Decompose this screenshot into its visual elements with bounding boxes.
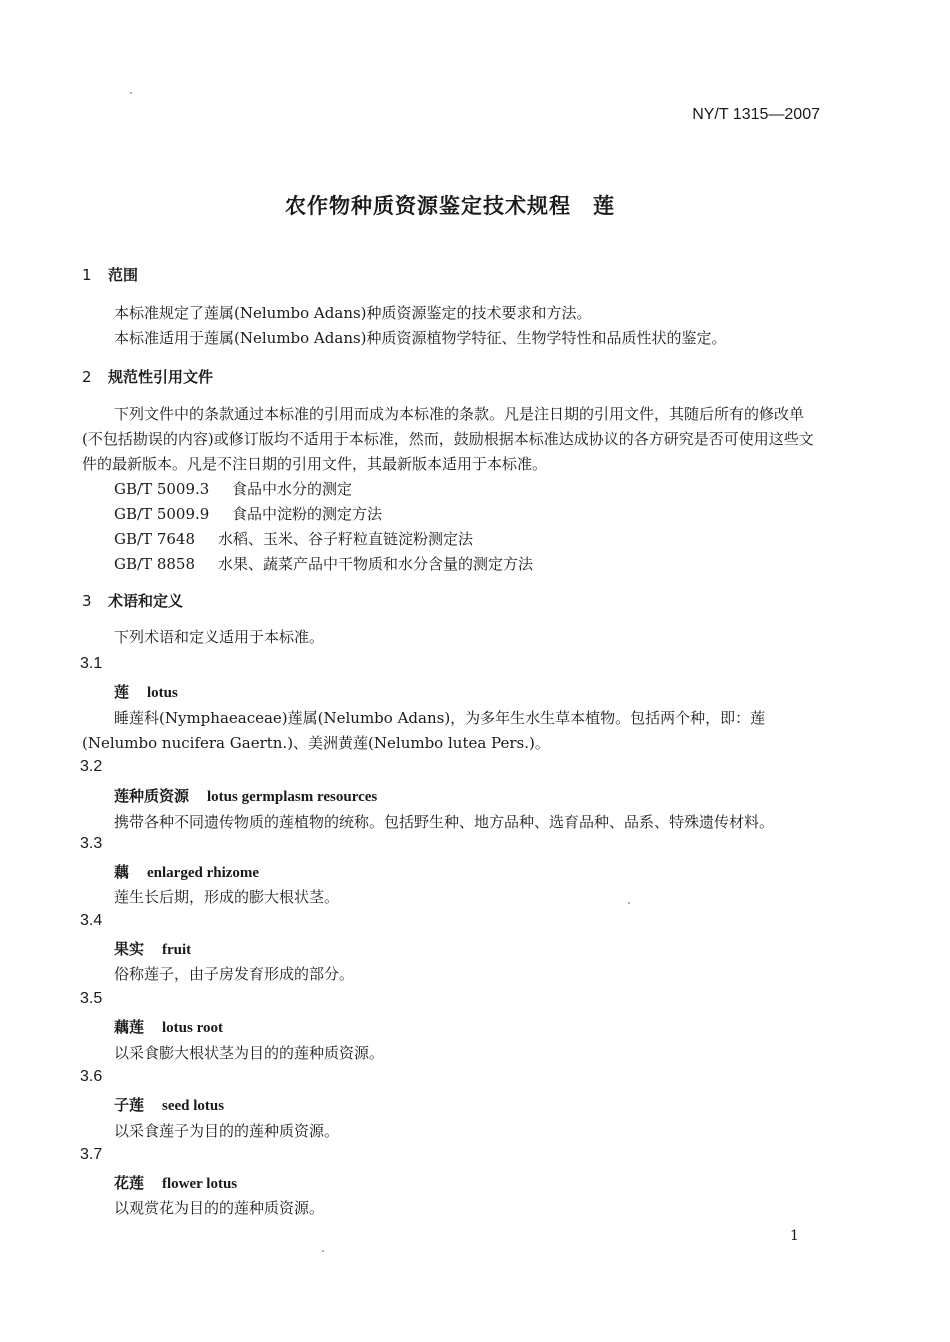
reference-item [114, 503, 382, 524]
term-zh: 花莲 [114, 1174, 145, 1192]
term-heading [114, 1016, 223, 1037]
term-en: fruit [162, 942, 192, 958]
term-heading [114, 861, 259, 882]
paragraph: 下列文件中的条款通过本标准的引用而成为本标准的条款。凡是注日期的引用文件，其随后所有的修改单(不包括勘误的内容)或修订版均不适用于本标准，然而，鼓励根据本标准达成协议的各方研究是否可使用这些文件的最新版本。凡是不注日期的引用文件，其最新版本适用于本标准。 [82, 405, 814, 473]
term-number: 3.5 [80, 990, 103, 1007]
scan-speck [322, 1250, 324, 1252]
term-number: 3.1 [80, 655, 103, 672]
term-heading [114, 1172, 237, 1193]
term-en: flower lotus [162, 1176, 238, 1192]
section-title: 规范性引用文件 [108, 368, 214, 386]
standard-code: NY/T 1315—2007 [692, 106, 820, 123]
reference-code: GB/T 7648 [114, 530, 196, 548]
term-number: 3.2 [80, 758, 103, 775]
term-en: seed lotus [162, 1098, 225, 1114]
term-definition: 以采食膨大根状茎为目的的莲种质资源。 [114, 1044, 385, 1062]
term-definition: 睡莲科(Nymphaeaceae)莲属(Nelumbo Adans)，为多年生水生草本植物。包括两个种，即：莲(Nelumbo nucifera Gaertn.)、美洲黄莲(Nelumbo lutea Pers.)。 [82, 709, 766, 752]
term-definition: 以观赏花为目的的莲种质资源。 [114, 1199, 325, 1217]
term-zh: 莲 [114, 683, 130, 701]
term-definition: 莲生长后期，形成的膨大根状茎。 [114, 888, 340, 906]
reference-name: 食品中淀粉的测定方法 [232, 505, 383, 523]
term-en: lotus [147, 685, 178, 701]
reference-name: 食品中水分的测定 [232, 480, 353, 498]
term-en: lotus germplasm resources [207, 789, 378, 805]
term-en: enlarged rhizome [147, 865, 260, 881]
section-title: 范围 [108, 266, 139, 284]
paragraph: 本标准适用于莲属(Nelumbo Adans)种质资源植物学特征、生物学特性和品质性状的鉴定。 [114, 329, 727, 347]
reference-item [114, 478, 352, 499]
term-zh: 藕莲 [114, 1018, 145, 1036]
paragraph: 本标准规定了莲属(Nelumbo Adans)种质资源鉴定的技术要求和方法。 [114, 304, 592, 322]
term-heading [114, 938, 191, 959]
section-number: 1 [82, 266, 92, 284]
page-number: 1 [790, 1228, 799, 1244]
term-definition: 俗称莲子，由子房发育形成的部分。 [114, 965, 355, 983]
term-heading [114, 681, 178, 702]
term-definition: 携带各种不同遗传物质的莲植物的统称。包括野生种、地方品种、选育品种、品系、特殊遗传材料。 [114, 813, 775, 831]
paragraph: 下列术语和定义适用于本标准。 [114, 628, 325, 646]
scan-speck [628, 902, 630, 904]
term-heading [114, 785, 377, 806]
term-definition: 以采食莲子为目的的莲种质资源。 [114, 1122, 340, 1140]
section-3-heading [82, 590, 183, 611]
section-number: 3 [82, 592, 92, 610]
reference-code: GB/T 5009.9 [114, 505, 210, 523]
term-zh: 藕 [114, 863, 130, 881]
reference-item [114, 553, 533, 574]
reference-code: GB/T 5009.3 [114, 480, 210, 498]
term-heading [114, 1094, 224, 1115]
reference-code: GB/T 8858 [114, 555, 196, 573]
term-zh: 子莲 [114, 1096, 145, 1114]
section-2-heading [82, 366, 213, 387]
reference-name: 水稻、玉米、谷子籽粒直链淀粉测定法 [218, 530, 474, 548]
term-en: lotus root [162, 1020, 223, 1036]
reference-item [114, 528, 473, 549]
section-1-heading [82, 264, 138, 285]
reference-name: 水果、蔬菜产品中干物质和水分含量的测定方法 [218, 555, 534, 573]
term-zh: 莲种质资源 [114, 787, 190, 805]
term-number: 3.6 [80, 1068, 103, 1085]
document-title: 农作物种质资源鉴定技术规程 莲 [285, 194, 615, 218]
section-title: 术语和定义 [108, 592, 184, 610]
term-number: 3.7 [80, 1146, 103, 1163]
term-number: 3.3 [80, 835, 103, 852]
section-number: 2 [82, 368, 92, 386]
scan-speck [130, 92, 132, 94]
term-zh: 果实 [114, 940, 145, 958]
term-number: 3.4 [80, 912, 103, 929]
